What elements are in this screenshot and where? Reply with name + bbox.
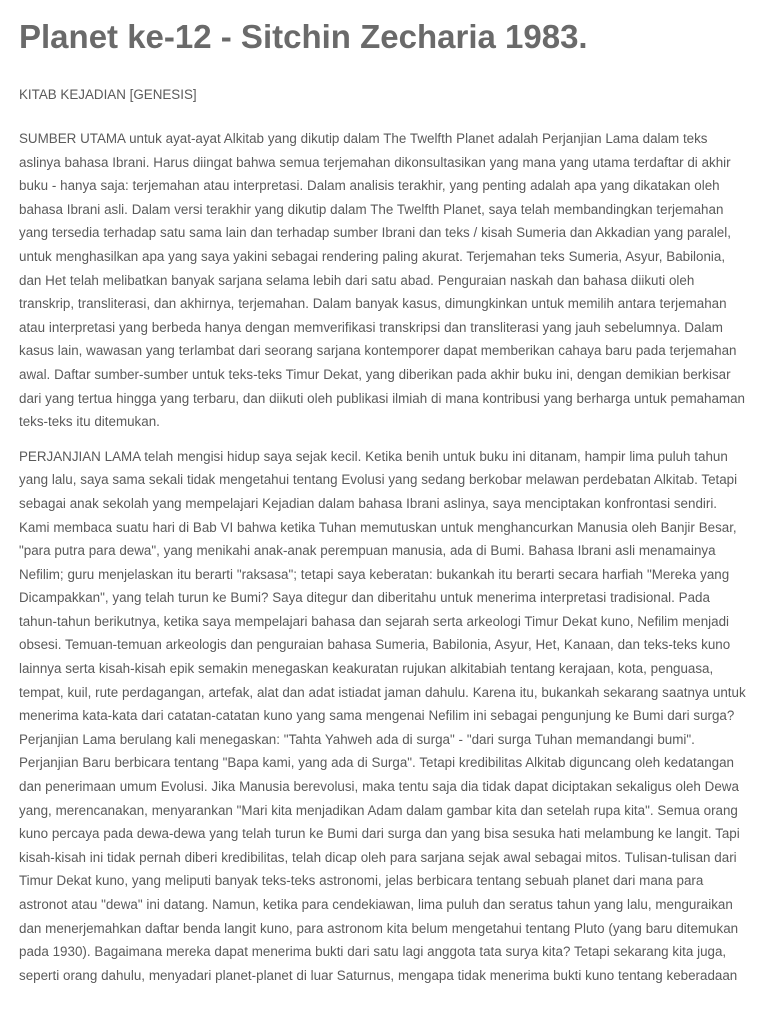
paragraph-sources: SUMBER UTAMA untuk ayat-ayat Alkitab yang dikutip dalam The Twelfth Planet adalah Perjanjian Lama dalam teks aslinya bahasa Ibrani. Harus diingat bahwa semua terjemahan dikonsultasikan yang mana yang utama terdaftar di akhir buku - hanya saja: terjemahan atau interpretasi. Dalam analisis terakhir, yang penting adalah apa yang dikatakan oleh bahasa Ibrani asli. Dalam versi terakhir yang dikutip dalam The Twelfth Planet, saya telah membandingkan terjemahan yang tersedia terhadap satu sama lain dan terhadap sumber Ibrani dan teks / kisah Sumeria dan Akkadian yang paralel, untuk menghasilkan apa yang saya yakini sebagai rendering paling akurat. Terjemahan teks Sumeria, Asyur, Babilonia, dan Het telah melibatkan banyak sarjana selama lebih dari satu abad. Penguraian naskah dan bahasa diikuti oleh transkrip, transliterasi, dan akhirnya, terjemahan. Dalam banyak kasus, dimungkinkan untuk memilih antara terjemahan atau interpretasi yang berbeda hanya dengan memverifikasi transkripsi dan transliterasi yang jauh sebelumnya. Dalam kasus lain, wawasan yang terlambat dari seorang sarjana kontemporer dapat memberikan cahaya baru pada terjemahan awal. Daftar sumber-sumber untuk teks-teks Timur Dekat, yang diberikan pada akhir buku ini, dengan demikian berkisar dari yang tertua hingga yang terbaru, dan diikuti oleh publikasi ilmiah di mana kontribusi yang berharga untuk pemahaman teks-teks itu ditemukan.	[19, 131, 745, 430]
document-title: Planet ke-12 - Sitchin Zecharia 1983.	[19, 18, 588, 55]
document-subtitle: KITAB KEJADIAN [GENESIS]	[19, 87, 197, 102]
paragraph-old-testament: PERJANJIAN LAMA telah mengisi hidup saya sejak kecil. Ketika benih untuk buku ini ditanam, hampir lima puluh tahun yang lalu, saya sama sekali tidak mengetahui tentang Evolusi yang sedang berkobar melawan perdebatan Alkitab. Tetapi sebagai anak sekolah yang mempelajari Kejadian dalam bahasa Ibrani aslinya, saya menciptakan konfrontasi sendiri. Kami membaca suatu hari di Bab VI bahwa ketika Tuhan memutuskan untuk menghancurkan Manusia oleh Banjir Besar, "para putra para dewa", yang menikahi anak-anak perempuan manusia, ada di Bumi. Bahasa Ibrani asli menamainya Nefilim; guru menjelaskan itu berarti "raksasa"; tetapi saya keberatan: bukankah itu berarti secara harfiah "Mereka yang Dicampakkan", yang telah turun ke Bumi? Saya ditegur dan diberitahu untuk menerima interpretasi tradisional. Pada tahun-tahun berikutnya, ketika saya mempelajari bahasa dan sejarah serta arkeologi Timur Dekat kuno, Nefilim menjadi obsesi. Temuan-temuan arkeologis dan penguraian bahasa Sumeria, Babilonia, Asyur, Het, Kanaan, dan teks-teks kuno lainnya serta kisah-kisah epik semakin menegaskan keakuratan rujukan alkitabiah tentang kerajaan, kota, penguasa, tempat, kuil, rute perdagangan, artefak, alat dan adat istiadat jaman dahulu. Karena itu, bukankah sekarang saatnya untuk menerima kata-kata dari catatan-catatan kuno yang sama mengenai Nefilim ini sebagai pengunjung ke Bumi dari surga? Perjanjian Lama berulang kali menegaskan: "Tahta Yahweh ada di surga" - "dari surga Tuhan memandangi bumi". Perjanjian Baru berbicara tentang "Bapa kami, yang ada di Surga". Tetapi kredibilitas Alkitab diguncang oleh kedatangan dan penerimaan umum Evolusi. Jika Manusia berevolusi, maka tentu saja dia tidak dapat diciptakan sekaligus oleh Dewa yang, merencanakan, menyarankan "Mari kita menjadikan Adam dalam gambar kita dan setelah rupa kita". Semua orang kuno percaya pada dewa-dewa yang telah turun ke Bumi dari surga dan yang bisa sesuka hati melambung ke langit. Tapi kisah-kisah ini tidak pernah diberi kredibilitas, telah dicap oleh para sarjana sejak awal sebagai mitos. Tulisan-tulisan dari Timur Dekat kuno, yang meliputi banyak teks-teks astronomi, jelas berbicara tentang sebuah planet dari mana para astronot atau "dewa" ini datang. Namun, ketika para cendekiawan, lima puluh dan seratus tahun yang lalu, menguraikan dan menerjemahkan daftar benda langit kuno, para astronom kita belum mengetahui tentang Pluto (yang baru ditemukan pada 1930). Bagaimana mereka dapat menerima bukti dari satu lagi anggota tata surya kita? Tetapi sekarang kita juga, seperti orang dahulu, menyadari planet-planet di luar Saturnus, mengapa tidak menerima bukti kuno tentang keberadaan	[19, 448, 746, 983]
